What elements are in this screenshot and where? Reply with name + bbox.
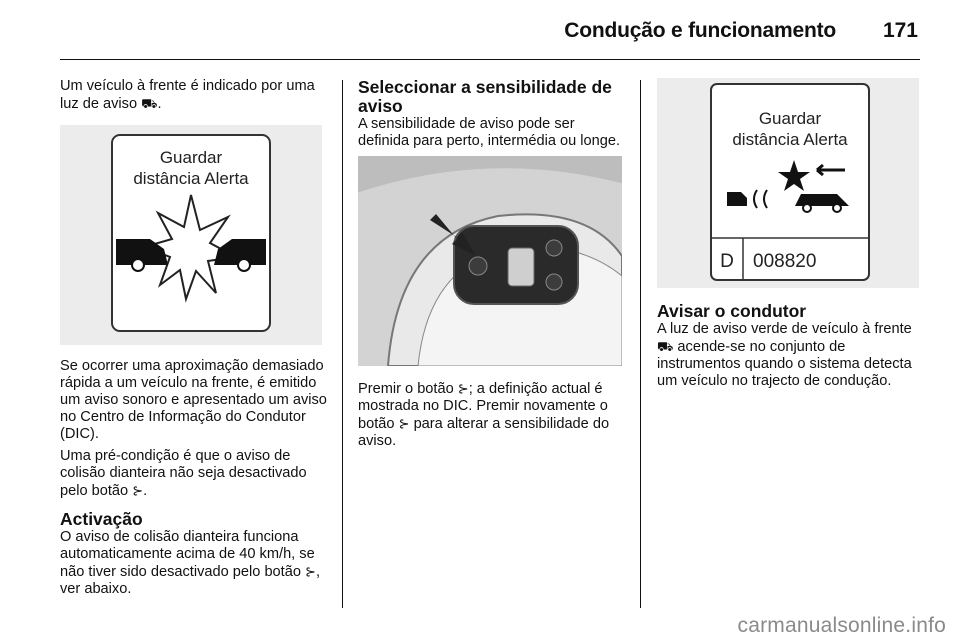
section-title: Condução e funcionamento <box>564 19 836 42</box>
column-divider-2 <box>640 80 641 608</box>
thumb-wheel <box>508 248 534 286</box>
paragraph-approach: Se ocorrer uma aproximação demasiado rápida a um veículo na frente, é emitido um aviso sonoro e apresentado um aviso no Centro de Informação do Condutor (DIC). <box>60 358 327 442</box>
paragraph-sensitivity: A sensibilidade de aviso pode ser definida para perto, intermédia ou longe. <box>358 116 621 149</box>
code-letter: D <box>720 251 734 272</box>
page-header <box>0 0 960 62</box>
figure-steering-wheel <box>358 156 622 366</box>
heading-warn-driver: Avisar o condutor <box>657 301 807 321</box>
figure-dic-display <box>657 78 919 288</box>
car-front-icon: ⛟ <box>141 96 158 111</box>
fig1-line2: distância Alerta <box>133 169 249 188</box>
paragraph-activation: O aviso de colisão dianteira funciona automaticamente acima de 40 km/h, se não tiver sido desactivado pelo botão ⊱, ver abaixo. <box>60 529 320 597</box>
watermark: carmanualsonline.info <box>737 614 946 637</box>
header-rule <box>60 59 920 60</box>
sensitivity-button-icon: ⊱ <box>132 483 144 498</box>
car-front-icon: ⛟ <box>657 339 674 354</box>
fig3-line2: distância Alerta <box>732 130 848 149</box>
code-number: 008820 <box>753 251 817 272</box>
sensitivity-button-icon: ⊱ <box>398 416 410 431</box>
column-3 <box>657 78 929 395</box>
column-2 <box>358 78 628 455</box>
column-1 <box>60 78 330 603</box>
paragraph-precondition: Uma pré-condição é que o aviso de colisão dianteira não seja desactivado pelo botão ⊱. <box>60 448 307 499</box>
figure-collision-warning <box>60 125 322 345</box>
heading-activation: Activação <box>60 509 143 529</box>
column-divider-1 <box>342 80 343 608</box>
paragraph-warning-light: Um veículo à frente é indicado por uma luz de aviso ⛟. <box>60 78 315 112</box>
page-number: 171 <box>882 19 918 42</box>
fig1-line1: Guardar <box>159 148 223 167</box>
paragraph-warn-driver: A luz de aviso verde de veículo à frente ⛟ acende-se no conjunto de instrumentos quando o sistema detecta um veículo no trajecto de condução. <box>657 321 912 389</box>
fig3-line1: Guardar <box>758 109 822 128</box>
heading-sensitivity: Seleccionar a sensibilidade de aviso <box>358 77 612 116</box>
sensitivity-button-icon: ⊱ <box>305 564 316 579</box>
sensitivity-button-icon: ⊱ <box>457 381 469 396</box>
paragraph-press-button: Premir o botão ⊱; a definição actual é mostrada no DIC. Premir novamente o botão ⊱ para alterar a sensibilidade do aviso. <box>358 381 610 449</box>
